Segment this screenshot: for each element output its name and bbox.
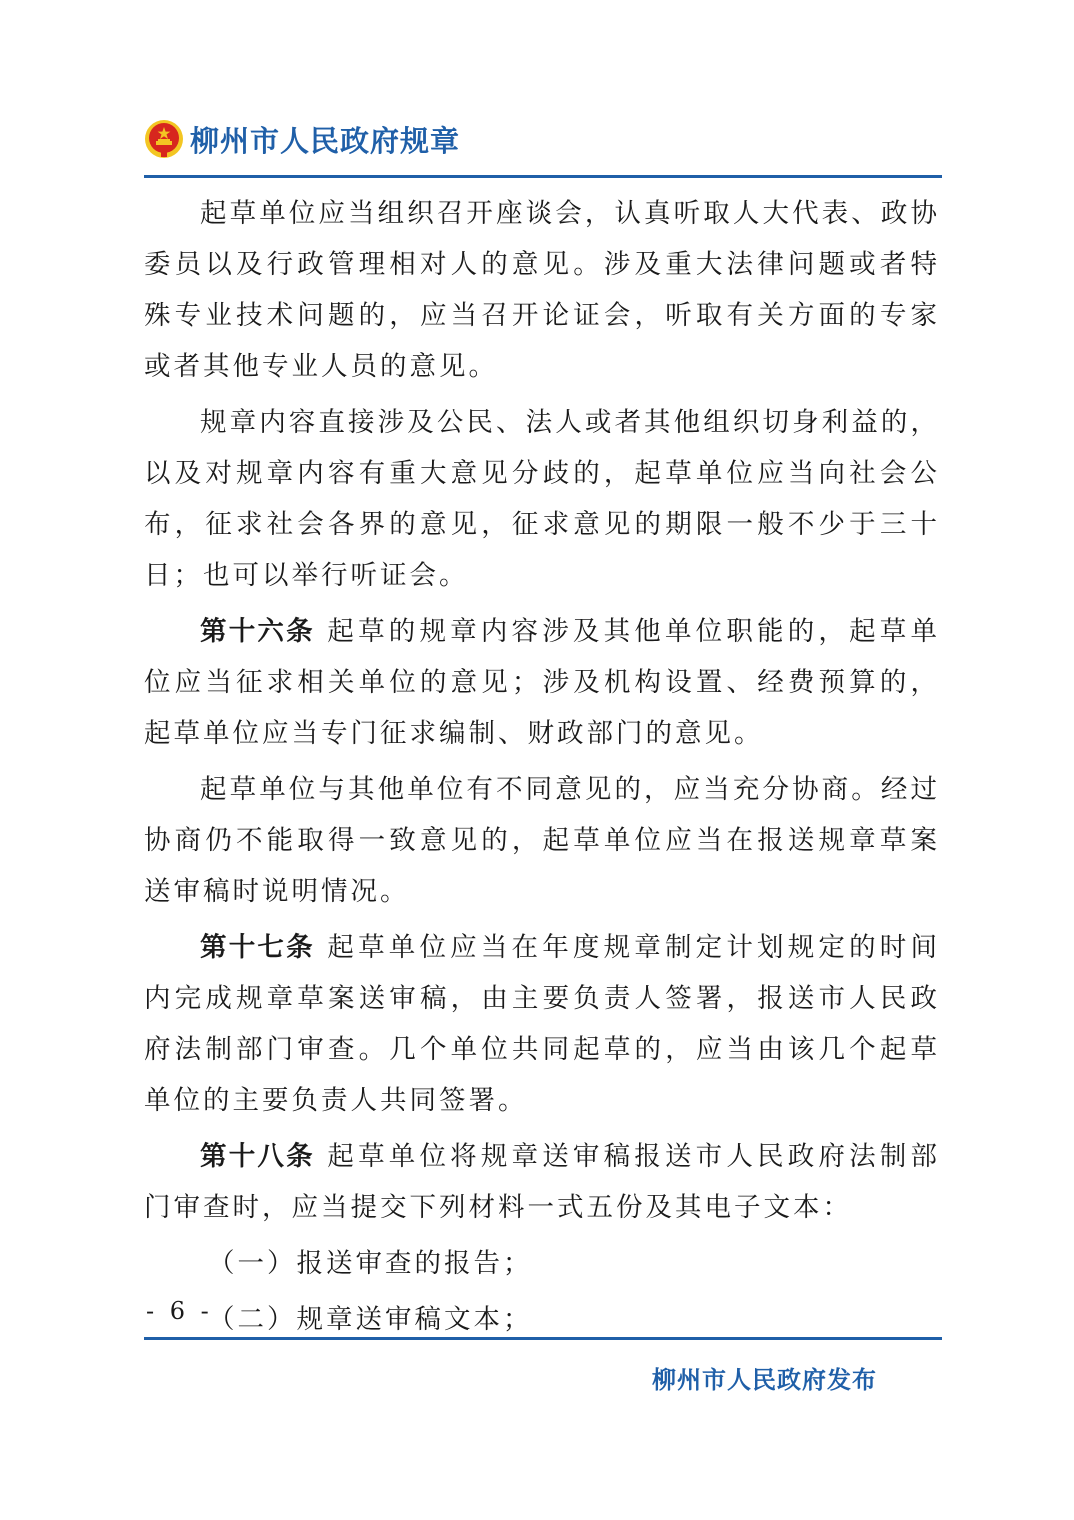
national-emblem-icon xyxy=(144,119,184,159)
article-18 xyxy=(144,1131,940,1233)
article-heading: 第十六条 xyxy=(200,616,315,647)
header-divider xyxy=(144,175,942,178)
paragraph: 规章内容直接涉及公民、法人或者其他组织切身利益的，以及对规章内容有重大意见分歧的，起草单位应当向社会公布，征求社会各界的意见，征求意见的期限一般不少于三十日；也可以举行听证会。 xyxy=(144,407,940,591)
paragraph: 起草单位与其他单位有不同意见的，应当充分协商。经过协商仍不能取得一致意见的，起草单位应当在报送规章草案送审稿时说明情况。 xyxy=(144,774,940,907)
page-header xyxy=(144,112,460,166)
footer-publisher: 柳州市人民政府发布 xyxy=(652,1366,877,1394)
article-text: 起草的规章内容涉及其他单位职能的，起草单位应当征求相关单位的意见；涉及机构设置、经费预算的，起草单位应当专门征求编制、财政部门的意见。 xyxy=(144,616,940,749)
article-text: 起草单位应当在年度规章制定计划规定的时间内完成规章草案送审稿，由主要负责人签署，报送市人民政府法制部门审查。几个单位共同起草的，应当由该几个起草单位的主要负责人共同签署。 xyxy=(144,932,940,1116)
article-heading: 第十八条 xyxy=(200,1141,315,1172)
article-heading: 第十七条 xyxy=(200,932,315,963)
list-item: （二）规章送审稿文本； xyxy=(208,1304,533,1335)
paragraph: 起草单位应当组织召开座谈会，认真听取人大代表、政协委员以及行政管理相对人的意见。涉及重大法律问题或者特殊专业技术问题的，应当召开论证会，听取有关方面的专家或者其他专业人员的意见。 xyxy=(144,198,940,382)
footer-divider xyxy=(144,1337,942,1340)
article-text: 起草单位将规章送审稿报送市人民政府法制部门审查时，应当提交下列材料一式五份及其电子文本： xyxy=(144,1141,940,1223)
article-17 xyxy=(144,922,940,1126)
list-item: （一）报送审查的报告； xyxy=(208,1248,533,1279)
header-title: 柳州市人民政府规章 xyxy=(190,123,461,158)
article-16 xyxy=(144,606,940,759)
document-body xyxy=(144,188,940,1350)
page-number: - 6 - xyxy=(146,1297,213,1325)
